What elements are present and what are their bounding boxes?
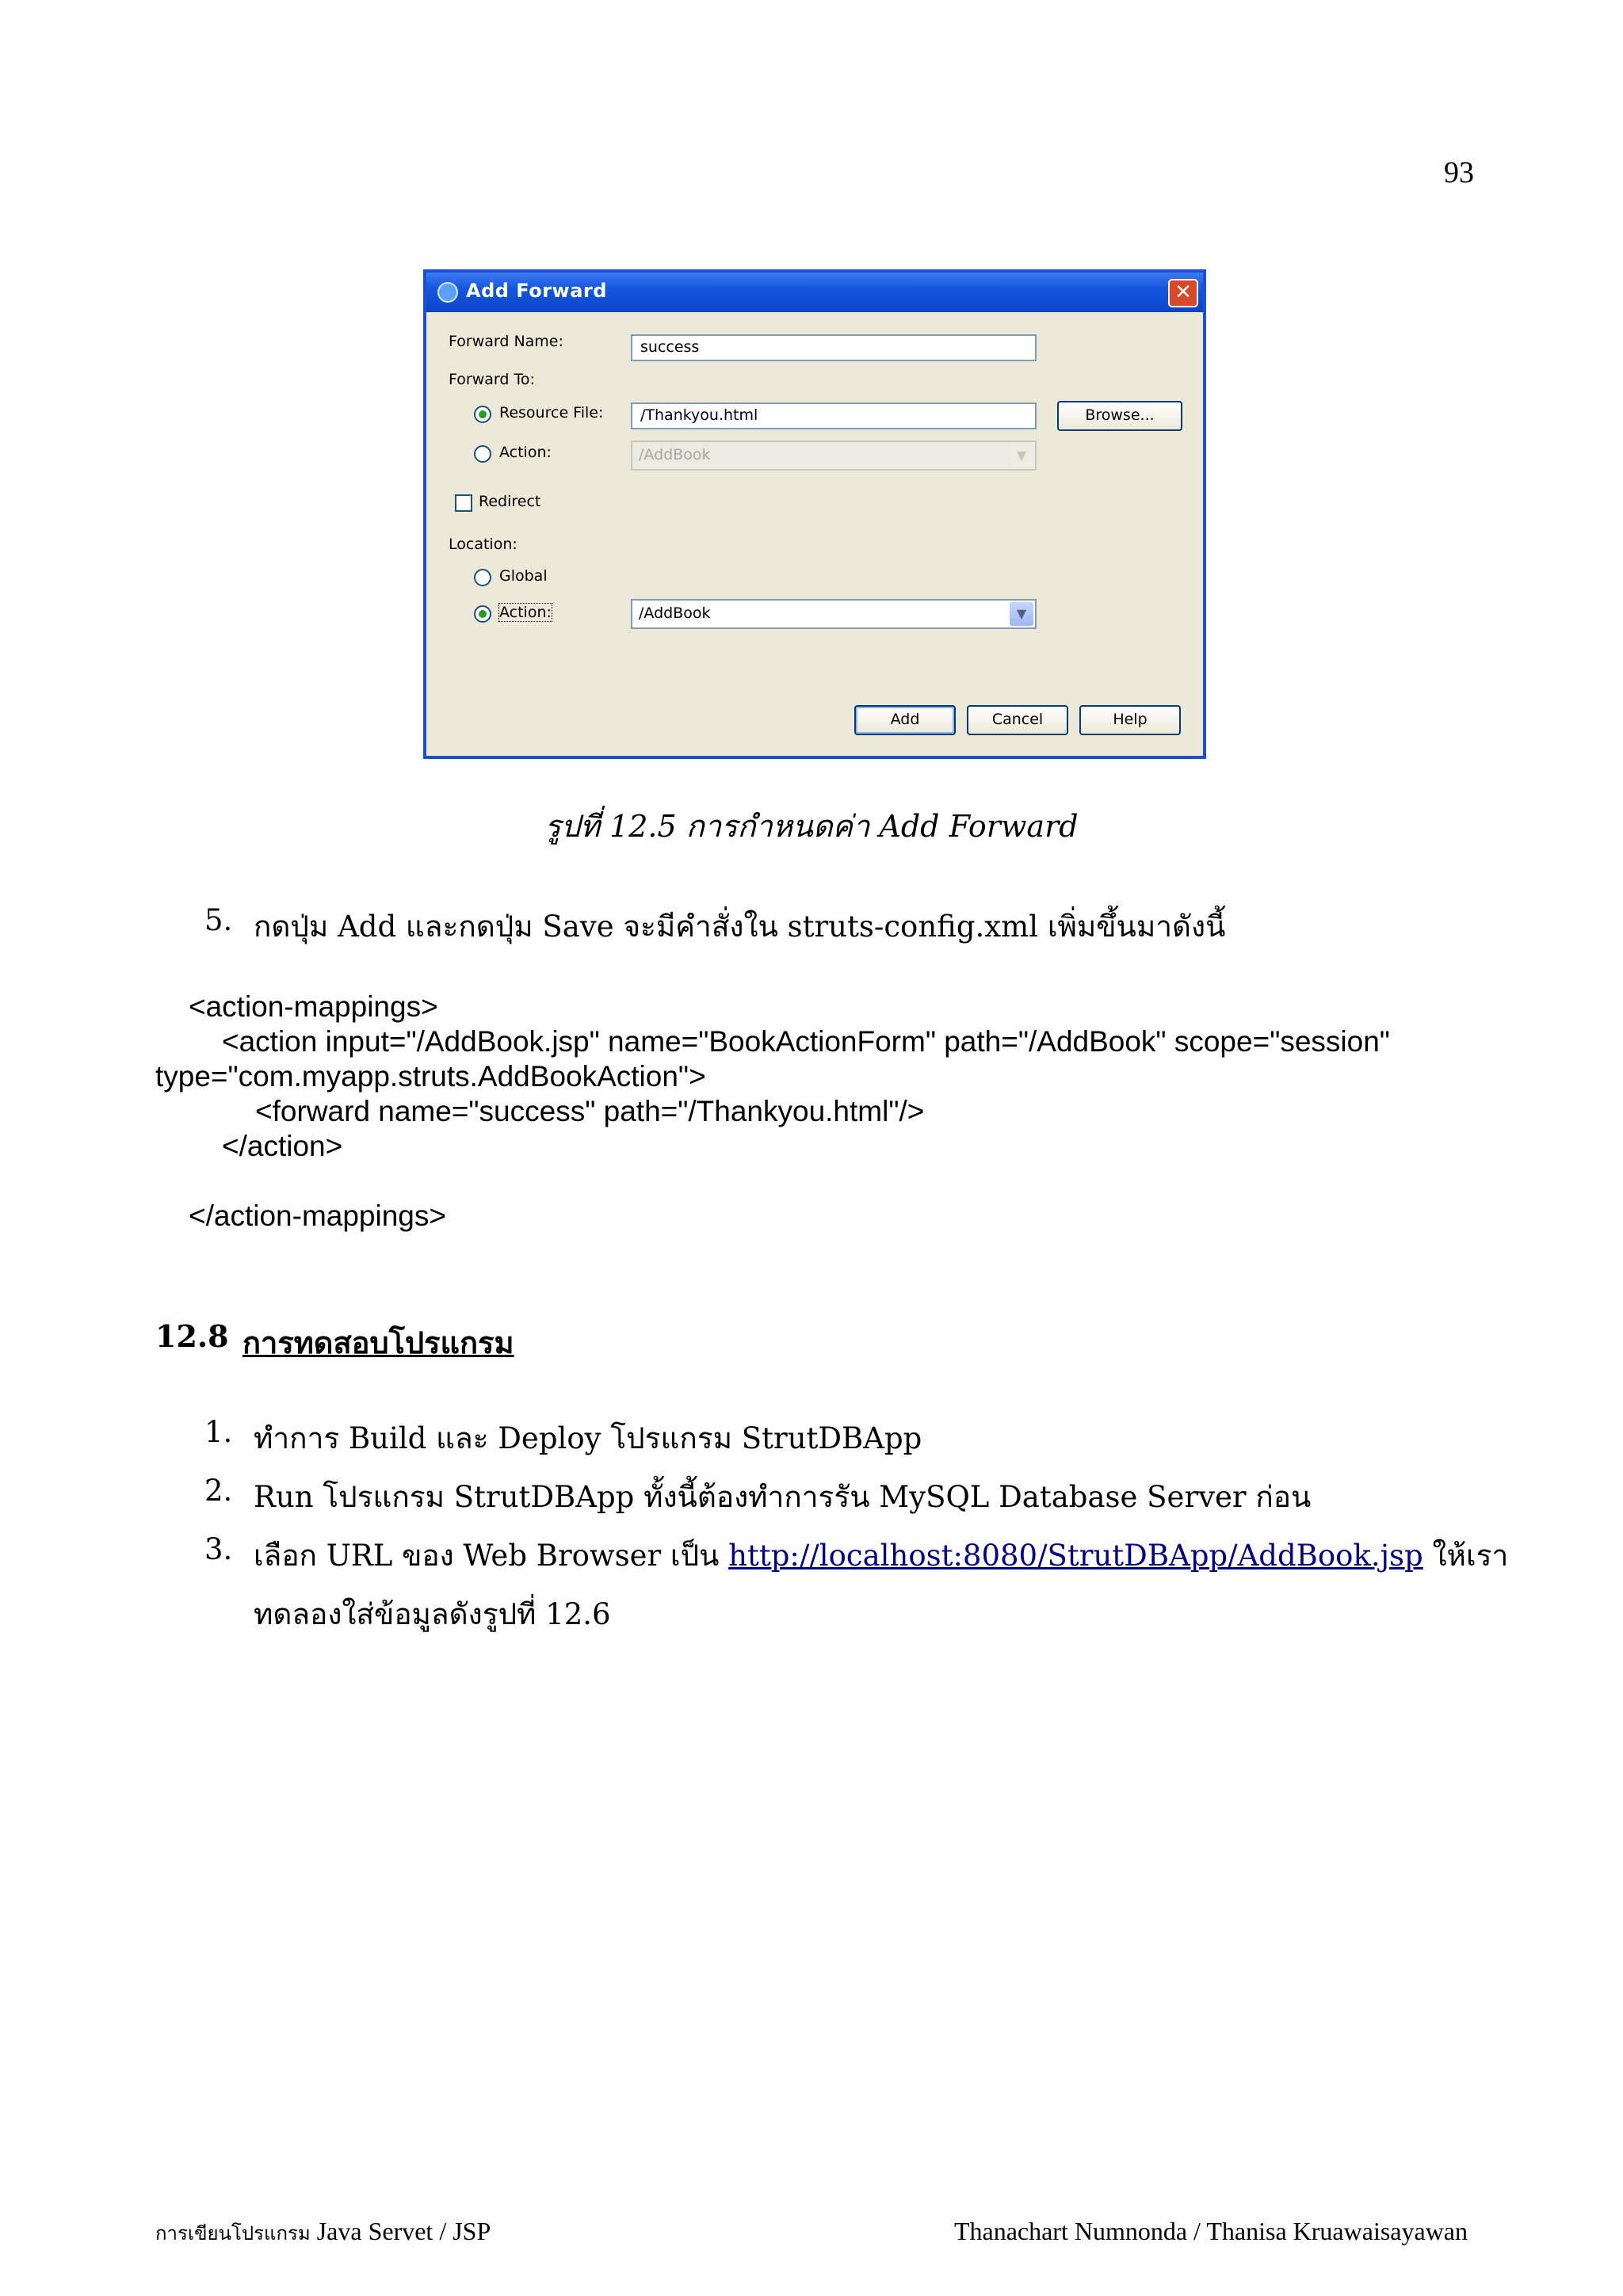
location-action-select-value: /AddBook bbox=[639, 605, 711, 622]
code-line: <action-mappings> bbox=[189, 990, 438, 1023]
dialog-titlebar bbox=[426, 273, 1203, 312]
step-3-text-before: เลือก URL ของ Web Browser เป็น bbox=[254, 1539, 729, 1573]
location-action-radio[interactable] bbox=[474, 605, 491, 623]
code-line: </action-mappings> bbox=[189, 1199, 446, 1232]
resource-file-input[interactable]: /Thankyou.html bbox=[631, 402, 1037, 429]
chevron-down-icon: ▼ bbox=[1010, 444, 1033, 467]
close-icon[interactable]: ✕ bbox=[1168, 279, 1198, 307]
step-3-text-after: ให้เรา bbox=[1423, 1539, 1509, 1573]
section-title-text: การทดสอบโปรแกรม bbox=[242, 1325, 514, 1360]
global-label: Global bbox=[499, 567, 548, 585]
location-label: Location: bbox=[449, 536, 517, 553]
location-action-label: Action: bbox=[499, 604, 552, 621]
footer-left bbox=[155, 2217, 491, 2248]
dialog-title: Add Forward bbox=[466, 280, 607, 302]
forward-name-input[interactable]: success bbox=[631, 334, 1037, 361]
footer-right: Thanachart Numnonda / Thanisa Kruawaisayawan bbox=[953, 2217, 1468, 2245]
step-1-number: 1. bbox=[204, 1415, 233, 1449]
footer-left-thai: การเขียนโปรแกรม bbox=[155, 2224, 311, 2245]
location-action-select[interactable] bbox=[631, 599, 1037, 629]
step-2-number: 2. bbox=[204, 1474, 233, 1508]
forward-name-label: Forward Name: bbox=[449, 333, 563, 350]
action-select bbox=[631, 441, 1037, 471]
resource-file-radio[interactable] bbox=[474, 406, 491, 423]
page-number: 93 bbox=[1444, 156, 1474, 189]
step-3-number: 3. bbox=[204, 1532, 233, 1566]
action-radio[interactable] bbox=[474, 445, 491, 463]
code-line: type="com.myapp.struts.AddBookAction"> bbox=[155, 1060, 706, 1093]
step-5-number: 5. bbox=[204, 903, 233, 937]
global-radio[interactable] bbox=[474, 569, 491, 586]
step-2-text: Run โปรแกรม StrutDBApp ทั้งนี้ต้องทำการรัน MySQL Database Server ก่อน bbox=[254, 1480, 1312, 1514]
step-1-text: ทำการ Build และ Deploy โปรแกรม StrutDBApp bbox=[254, 1421, 922, 1455]
section-number: 12.8 bbox=[155, 1318, 229, 1354]
action-label: Action: bbox=[499, 444, 552, 461]
app-icon bbox=[437, 282, 458, 303]
add-forward-dialog bbox=[423, 269, 1206, 759]
add-button[interactable]: Add bbox=[854, 705, 956, 735]
redirect-label: Redirect bbox=[479, 493, 541, 510]
addbook-url-link[interactable]: http://localhost:8080/StrutDBApp/AddBook.jsp bbox=[728, 1539, 1423, 1573]
footer-left-title: Java Servet / JSP bbox=[310, 2217, 491, 2245]
help-button[interactable]: Help bbox=[1079, 705, 1181, 735]
browse-button[interactable]: Browse... bbox=[1057, 401, 1182, 431]
code-line: <forward name="success" path="/Thankyou.html"/> bbox=[255, 1095, 925, 1127]
code-line: <action input="/AddBook.jsp" name="BookActionForm" path="/AddBook" scope="session" bbox=[222, 1025, 1390, 1058]
step-3-text bbox=[254, 1532, 1508, 1579]
forward-to-label: Forward To: bbox=[449, 371, 535, 388]
resource-file-label: Resource File: bbox=[499, 404, 604, 421]
cancel-button[interactable]: Cancel bbox=[967, 705, 1068, 735]
section-title bbox=[242, 1318, 514, 1367]
chevron-down-icon: ▼ bbox=[1010, 602, 1033, 626]
figure-caption: รูปที่ 12.5 การกำหนดค่า Add Forward bbox=[544, 809, 1079, 844]
action-select-value: /AddBook bbox=[639, 446, 711, 463]
step-3-continuation: ทดลองใส่ข้อมูลดังรูปที่ 12.6 bbox=[254, 1597, 611, 1631]
code-line: </action> bbox=[222, 1130, 343, 1162]
redirect-checkbox[interactable] bbox=[455, 494, 472, 512]
step-5-text: กดปุ่ม Add และกดปุ่ม Save จะมีคำสั่งใน struts-config.xml เพิ่มขึ้นมาดังนี้ bbox=[254, 910, 1226, 944]
